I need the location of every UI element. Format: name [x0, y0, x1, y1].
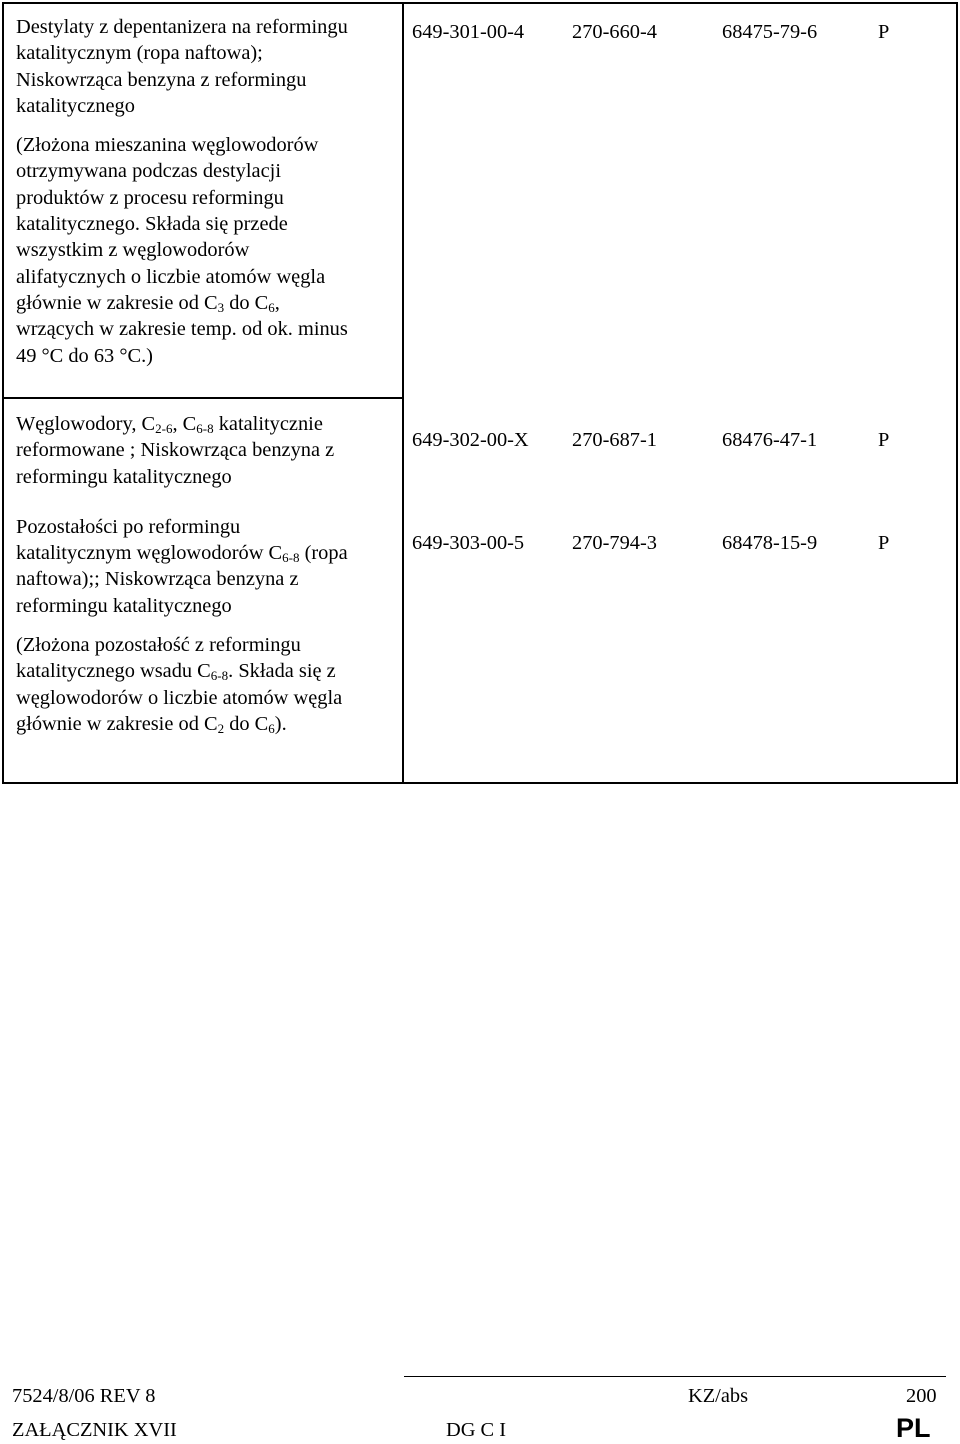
ec-number: 270-687-1 [572, 429, 657, 451]
index-number: 649-302-00-X [412, 429, 529, 451]
note-code: P [878, 21, 890, 43]
substance-description-cell [3, 3, 403, 398]
numbers-row [404, 425, 956, 455]
substance-name: Węglowodory, $C_{2-6}$, $C_{6-8}$ katalitycznie reformowane ; Niskowrząca benzyna z reformingu katalitycznego [16, 413, 335, 488]
substance-name: Destylaty z depentanizera na reformingu katalitycznym (ropa naftowa); Niskowrząca benzyna z reformingu katalitycznego [16, 16, 348, 117]
substances-table [2, 2, 958, 784]
note-code: P [878, 532, 890, 554]
numbers-row [404, 17, 956, 47]
index-number: 649-301-00-4 [412, 21, 525, 43]
substance-name: Pozostałości po reformingu katalitycznym węglowodorów $C_{6-8}$ (ropa naftowa);; Niskowrząca benzyna z reformingu katalitycznego [16, 515, 348, 617]
directorate-label: DG C I [446, 1419, 507, 1441]
document-reference: 7524/8/06 REV 8 [12, 1385, 156, 1407]
footer-divider [404, 1376, 946, 1377]
substance-definition: (Złożona pozostałość z reformingu katalitycznego wsadu $C_{6-8}$. Składa się z węglowodorów o liczbie atomów węgla głównie w zakresie od $C_2$ do $C_6$). [16, 634, 343, 736]
cas-number: 68475-79-6 [722, 21, 818, 43]
language-code: PL [896, 1413, 931, 1443]
cas-number: 68476-47-1 [722, 429, 818, 451]
index-number: 649-303-00-5 [412, 532, 525, 554]
author-initials: KZ/abs [688, 1385, 749, 1407]
note-code: P [878, 429, 890, 451]
cas-number: 68478-15-9 [722, 532, 818, 554]
substance-description-cell [3, 398, 403, 783]
ec-number: 270-660-4 [572, 21, 657, 43]
table-row [3, 3, 957, 398]
annex-label: ZAŁĄCZNIK XVII [12, 1419, 177, 1441]
substance-definition: (Złożona mieszanina węglowodorów otrzymywana podczas destylacji produktów z procesu reformingu katalitycznego. Składa się przede wszystkim z węglowodorów alifatycznych o liczbie atomów węgla głównie w zakresie od $C_3$ do $C_6$, wrzących w zakresie temp. od ok. minus 49 °C do 63 °C.) [16, 134, 348, 367]
numbers-row [404, 528, 956, 558]
ec-number: 270-794-3 [572, 532, 657, 554]
page-number: 200 [906, 1385, 937, 1407]
substance-numbers-cell [403, 3, 957, 783]
